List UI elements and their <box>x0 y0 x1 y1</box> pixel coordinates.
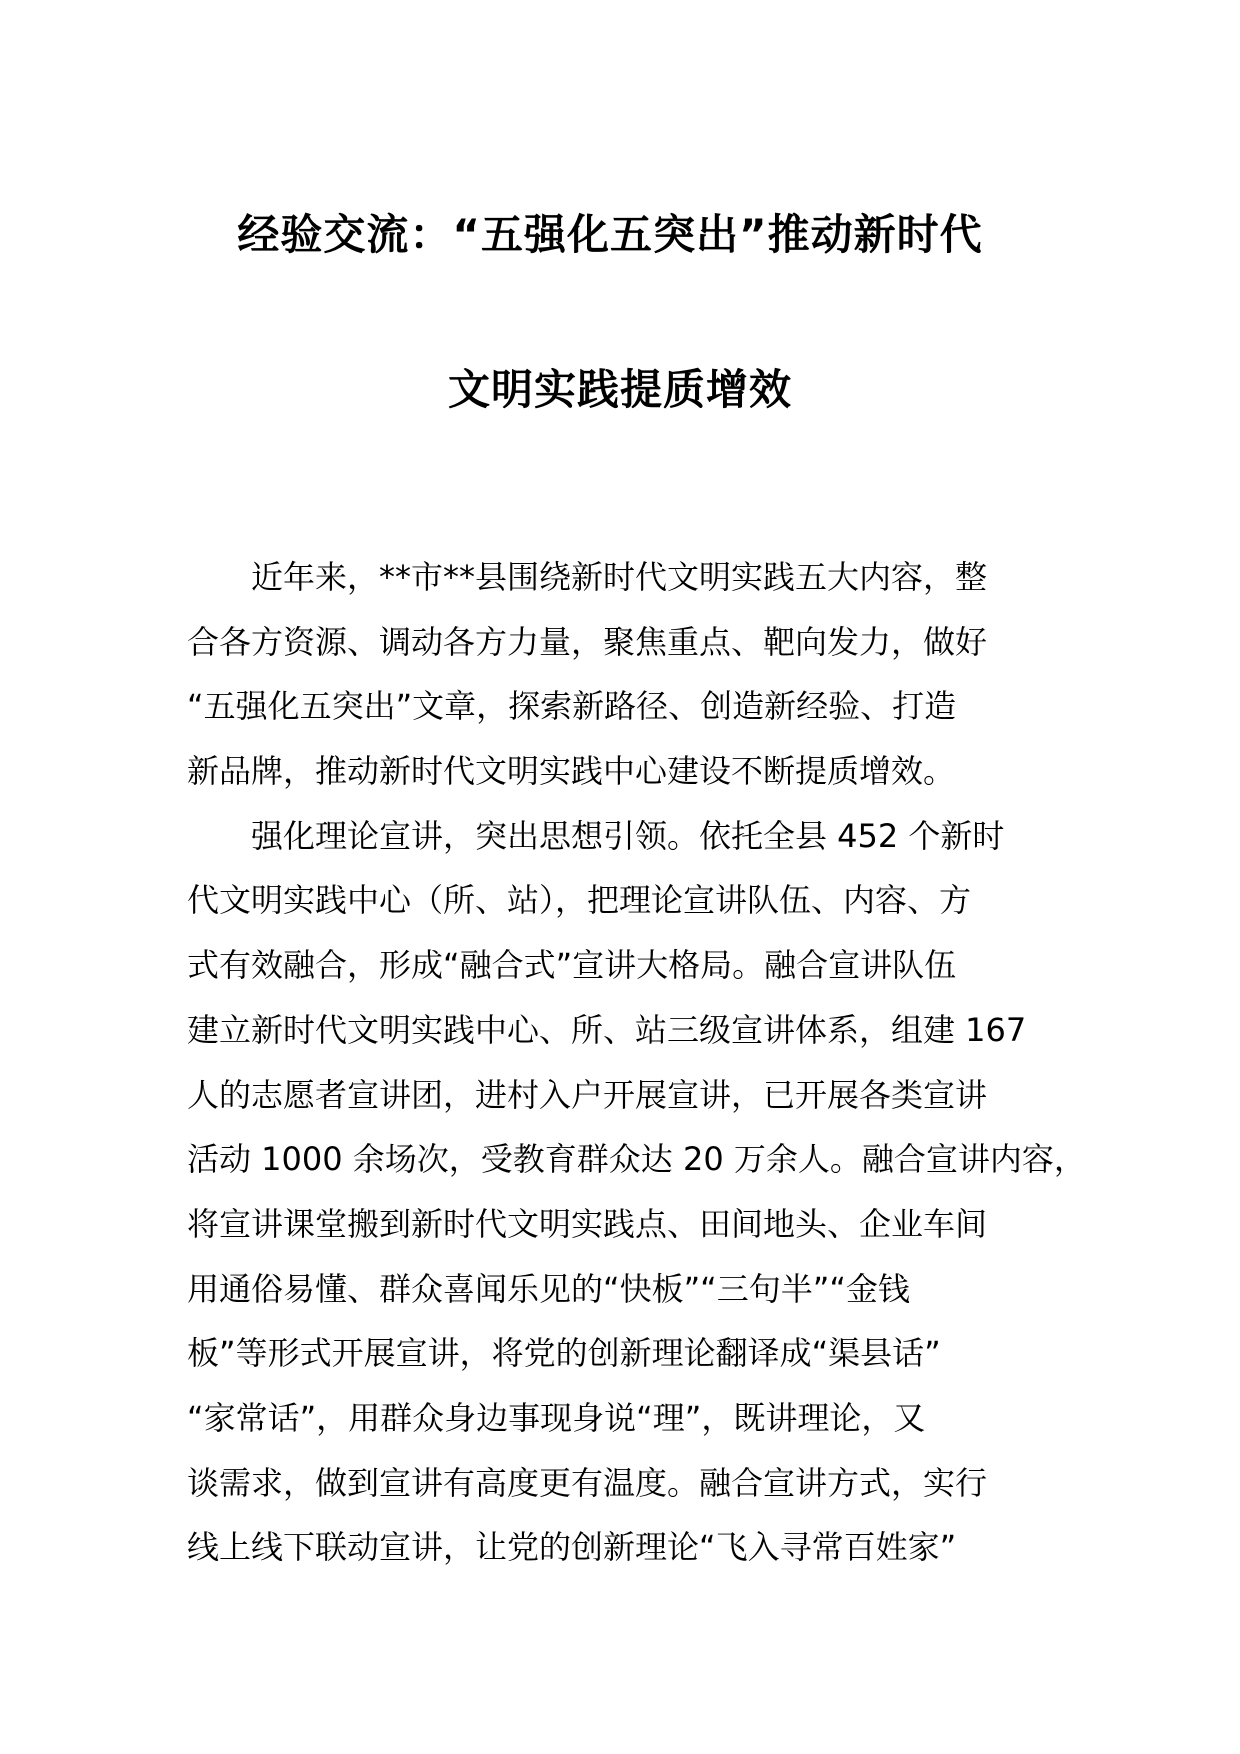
body-line: 谈需求，做到宣讲有高度更有温度。融合宣讲方式，实行 <box>187 1463 988 1502</box>
body-line: 活动 1000 余场次，受教育群众达 20 万余人。融合宣讲内容， <box>187 1140 1086 1179</box>
document-title-line-1: 经验交流：“五强化五突出”推动新时代 <box>237 210 983 259</box>
body-line: 板”等形式开展宣讲，将党的创新理论翻译成“渠县话” <box>187 1334 941 1373</box>
body-line: 人的志愿者宣讲团，进村入户开展宣讲，已开展各类宣讲 <box>187 1075 988 1114</box>
body-line: 线上线下联动宣讲，让党的创新理论“飞入寻常百姓家” <box>187 1528 957 1567</box>
body-line: 新品牌，推动新时代文明实践中心建设不断提质增效。 <box>187 752 956 791</box>
body-line: 强化理论宣讲，突出思想引领。依托全县 452 个新时 <box>187 816 1005 855</box>
document-body <box>187 545 1086 1580</box>
body-line: “家常话”，用群众身边事现身说“理”，既讲理论，又 <box>187 1398 926 1437</box>
body-line: “五强化五突出”文章，探索新路径、创造新经验、打造 <box>187 687 957 726</box>
document-title-line-2: 文明实践提质增效 <box>447 365 792 414</box>
body-line: 建立新时代文明实践中心、所、站三级宣讲体系，组建 167 <box>187 1010 1027 1049</box>
body-line: 式有效融合，形成“融合式”宣讲大格局。融合宣讲队伍 <box>187 946 957 985</box>
body-line: 合各方资源、调动各方力量，聚焦重点、靶向发力，做好 <box>187 622 988 661</box>
body-line: 代文明实践中心（所、站），把理论宣讲队伍、内容、方 <box>187 881 972 920</box>
body-line: 将宣讲课堂搬到新时代文明实践点、田间地头、企业车间 <box>187 1204 988 1243</box>
body-line: 近年来，**市**县围绕新时代文明实践五大内容，整 <box>187 558 988 596</box>
body-line: 用通俗易懂、群众喜闻乐见的“快板”“三句半”“金钱 <box>187 1269 910 1308</box>
